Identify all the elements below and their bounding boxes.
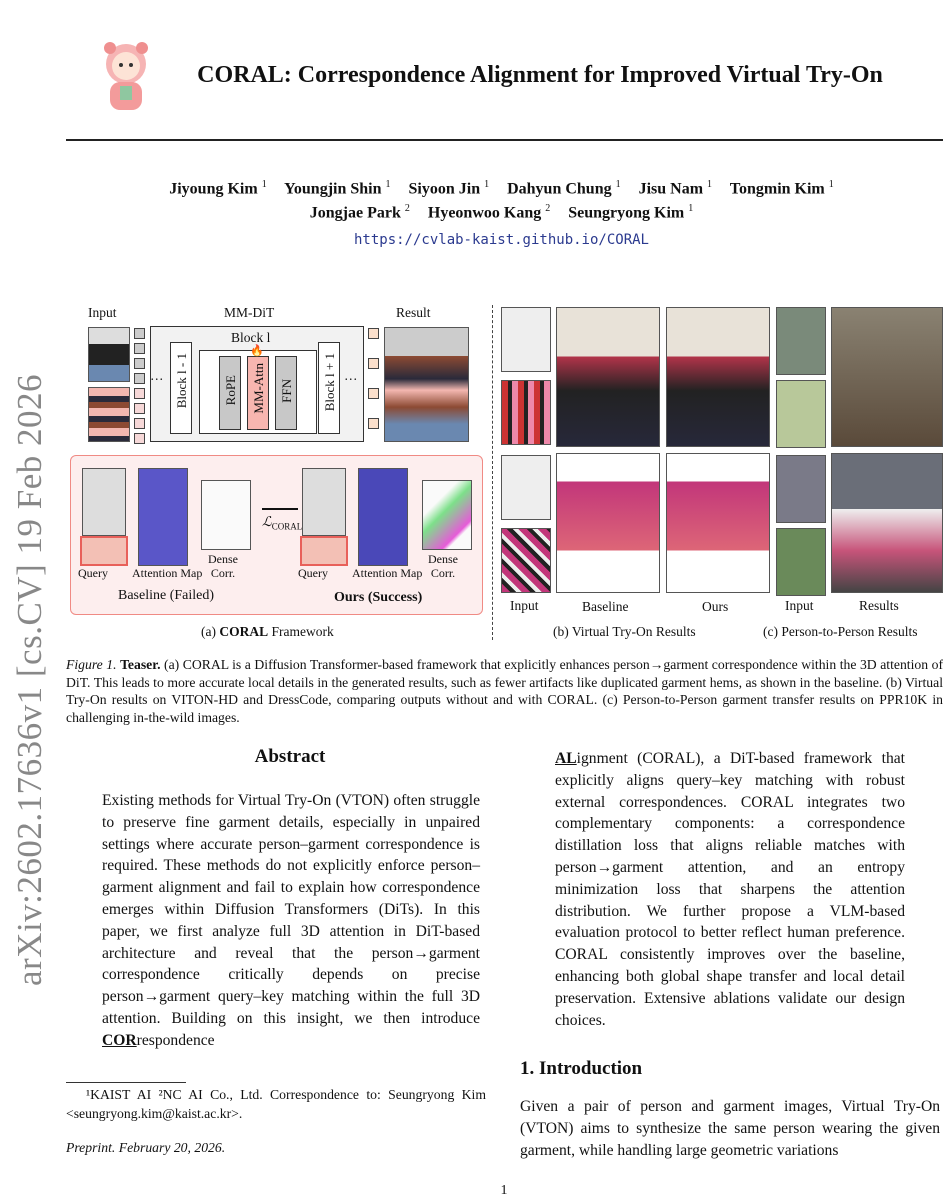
mm-attn-block xyxy=(247,356,269,430)
token xyxy=(134,373,145,384)
rope-block xyxy=(219,356,241,430)
abstract-text: ignment (CORAL), a DiT-based framework that explicitly aligns query–key matching with robust external correspondences. CORAL integrates two complementary components: a correspondence distillation loss that aligns reliable matches with person→garment attention, and an entropy minimization loss that sharpens the attention distribution. We further propose a VLM-based evaluation protocol to better reflect human preference. CORAL consistently improves over the baseline, enhancing both global shape transfer and local detail preservation. Extensive ablations validate our design choices. xyxy=(555,750,905,1029)
p2p-input-image xyxy=(776,455,826,523)
label-result: Result xyxy=(396,305,431,320)
caption-label: Figure 1. xyxy=(66,657,117,672)
caption-text: (a) CORAL is a Diffusion Transformer-based framework that explicitly enhances person→garment correspondence within the 3D attention of DiT. This leads to more accurate local details in the generated results, such as fewer artifacts like duplicated garment hems, as shown in the baseline. (b) Virtual Try-On results on VITON-HD and DressCode, comparing outputs without and with CORAL. (c) Person-to-Person garment transfer results on PPR10K in challenging in-the-wild images. xyxy=(66,657,943,725)
label-corr: Corr. xyxy=(210,566,236,580)
token xyxy=(368,388,379,399)
abstract-text-right xyxy=(555,748,905,1031)
p2p-input-image xyxy=(776,307,826,375)
paper-title: CORAL: Correspondence Alignment for Improved Virtual Try-On xyxy=(197,62,883,88)
author-line-1 xyxy=(60,179,943,198)
label-query: Query xyxy=(298,566,328,580)
introduction-heading: 1. Introduction xyxy=(520,1058,643,1079)
dots: ··· xyxy=(344,372,358,387)
fire-icon: 🔥 xyxy=(250,345,264,357)
label-attention-map: Attention Map xyxy=(132,566,203,580)
vton-input-image xyxy=(501,307,551,372)
author: Seungryong Kim xyxy=(568,204,685,222)
subcaption-b: (b) Virtual Try-On Results xyxy=(553,624,696,639)
abstract-text-left xyxy=(102,790,480,1052)
coral-mascot-logo xyxy=(96,38,156,118)
result-image xyxy=(384,327,469,442)
affiliation: 1 xyxy=(828,179,834,190)
affiliation: 1 xyxy=(707,179,713,190)
label-dense-corr xyxy=(208,552,238,580)
author: Dahyun Chung xyxy=(507,180,612,198)
affiliation: 2 xyxy=(545,203,551,214)
label-dense-corr xyxy=(428,552,458,580)
affiliation: 2 xyxy=(404,203,410,214)
baseline-dense-corr xyxy=(201,480,251,550)
abstract-text: Existing methods for Virtual Try-On (VTON) often struggle to preserve fine garment details, especially in unpaired settings where accurate person–garment correspondence is required. These methods do not explicitly enforce person–garment alignment and fail to explain how correspondence emerges within Diffusion Transformers (DiTs). In this paper, we first analyze full 3D attention in DiT-based architecture and reveal that the person→garment correspondence critically depends on precise person→garment query–key matching within the full 3D attention. Building on this insight, we then introduce xyxy=(102,792,480,1027)
ours-attention-map xyxy=(358,468,408,566)
figure-panel-a xyxy=(66,300,486,645)
subcaption-a xyxy=(201,624,334,640)
loss-label xyxy=(262,514,302,532)
ffn-label: FFN xyxy=(279,379,294,403)
ffn-block xyxy=(275,356,297,430)
label-mmdit: MM-DiT xyxy=(224,305,275,320)
token xyxy=(134,433,145,444)
block-prev xyxy=(170,342,192,434)
subcaption-suffix: Framework xyxy=(268,624,334,639)
arxiv-identifier: arXiv:2602.17636v1 [cs.CV] 19 Feb 2026 xyxy=(10,374,49,987)
abstract-heading: Abstract xyxy=(254,746,326,767)
project-url-link[interactable]: https://cvlab-kaist.github.io/CORAL xyxy=(353,232,649,248)
vton-ours-result xyxy=(666,453,770,593)
mm-attn-label: MM-Attn xyxy=(251,363,266,414)
input-garment-image xyxy=(88,387,130,442)
acronym-al: AL xyxy=(555,750,577,767)
preprint-date: Preprint. February 20, 2026. xyxy=(66,1140,226,1155)
p2p-result-image xyxy=(831,307,943,447)
token xyxy=(134,358,145,369)
label-corr: Corr. xyxy=(430,566,456,580)
page-number: 1 xyxy=(500,1183,508,1198)
author: Jiyoung Kim xyxy=(169,180,258,198)
token xyxy=(134,418,145,429)
vton-baseline-result xyxy=(556,453,660,593)
token xyxy=(368,418,379,429)
affiliation: 1 xyxy=(688,203,694,214)
figure-divider xyxy=(492,305,493,640)
p2p-input-image xyxy=(776,380,826,448)
ours-dense-corr xyxy=(422,480,472,550)
label-baseline: Baseline xyxy=(582,599,629,614)
abstract-text: respondence xyxy=(136,1031,215,1049)
loss-symbol: ℒ xyxy=(262,514,272,529)
baseline-query-image xyxy=(82,468,126,536)
input-person-image xyxy=(88,327,130,382)
vton-garment-image xyxy=(501,528,551,593)
footnote-rule xyxy=(66,1082,186,1083)
block-next xyxy=(318,342,340,434)
label-attention-map: Attention Map xyxy=(352,566,423,580)
subcaption-c: (c) Person-to-Person Results xyxy=(763,624,918,639)
author: Jongjae Park xyxy=(309,204,401,222)
affiliation: 1 xyxy=(385,179,391,190)
label-dense: Dense xyxy=(428,552,458,566)
baseline-attention-map xyxy=(138,468,188,566)
label-ours-success: Ours (Success) xyxy=(334,590,423,605)
ours-query-zoom xyxy=(300,536,348,566)
caption-title: Teaser. xyxy=(120,657,161,672)
vton-baseline-result xyxy=(556,307,660,447)
label-baseline-failed: Baseline (Failed) xyxy=(118,588,215,603)
author: Hyeonwoo Kang xyxy=(427,204,542,222)
figure-panel-c xyxy=(763,300,943,645)
vton-input-image xyxy=(501,455,551,520)
label-query: Query xyxy=(78,566,108,580)
affiliation: 1 xyxy=(484,179,490,190)
rope-label: RoPE xyxy=(223,375,238,406)
label-input: Input xyxy=(88,305,117,320)
p2p-result-image xyxy=(831,453,943,593)
token xyxy=(134,343,145,354)
label-input: Input xyxy=(785,598,814,613)
label-input: Input xyxy=(510,598,539,613)
baseline-query-zoom xyxy=(80,536,128,566)
author: Tongmin Kim xyxy=(729,180,825,198)
token xyxy=(134,328,145,339)
token xyxy=(134,388,145,399)
label-dense: Dense xyxy=(208,552,238,566)
label-results: Results xyxy=(859,598,899,613)
subcaption-bold: CORAL xyxy=(219,624,269,639)
label-ours: Ours xyxy=(702,599,729,614)
ours-query-image xyxy=(302,468,346,536)
figure-caption xyxy=(66,656,943,726)
author: Youngjin Shin xyxy=(284,180,382,198)
subcaption-prefix: (a) xyxy=(201,624,220,639)
figure-panel-b xyxy=(498,300,773,645)
p2p-input-image xyxy=(776,528,826,596)
vton-ours-result xyxy=(666,307,770,447)
loss-subscript: CORAL xyxy=(271,521,303,532)
author: Jisu Nam xyxy=(638,180,704,198)
block-prev-label: Block l - 1 xyxy=(174,353,189,409)
title-rule xyxy=(66,139,943,141)
arrow-icon xyxy=(262,508,298,510)
author: Siyoon Jin xyxy=(408,180,481,198)
label-block-l: Block l xyxy=(231,330,271,345)
token xyxy=(368,358,379,369)
affiliation: 1 xyxy=(615,179,621,190)
vton-garment-image xyxy=(501,380,551,445)
dots: ··· xyxy=(150,372,164,387)
footnote: ¹KAIST AI ²NC AI Co., Ltd. Correspondence to: Seungryong Kim <seungryong.kim@kaist.ac.kr>. xyxy=(66,1087,486,1121)
author-line-2 xyxy=(60,203,943,222)
affiliation: 1 xyxy=(261,179,267,190)
token xyxy=(368,328,379,339)
block-next-label: Block l + 1 xyxy=(322,353,337,412)
acronym-cor: COR xyxy=(102,1031,137,1049)
introduction-text: Given a pair of person and garment images, Virtual Try-On (VTON) aims to synthesize the same person wearing the given garment, while handling large geometric variations xyxy=(520,1098,940,1159)
token xyxy=(134,403,145,414)
